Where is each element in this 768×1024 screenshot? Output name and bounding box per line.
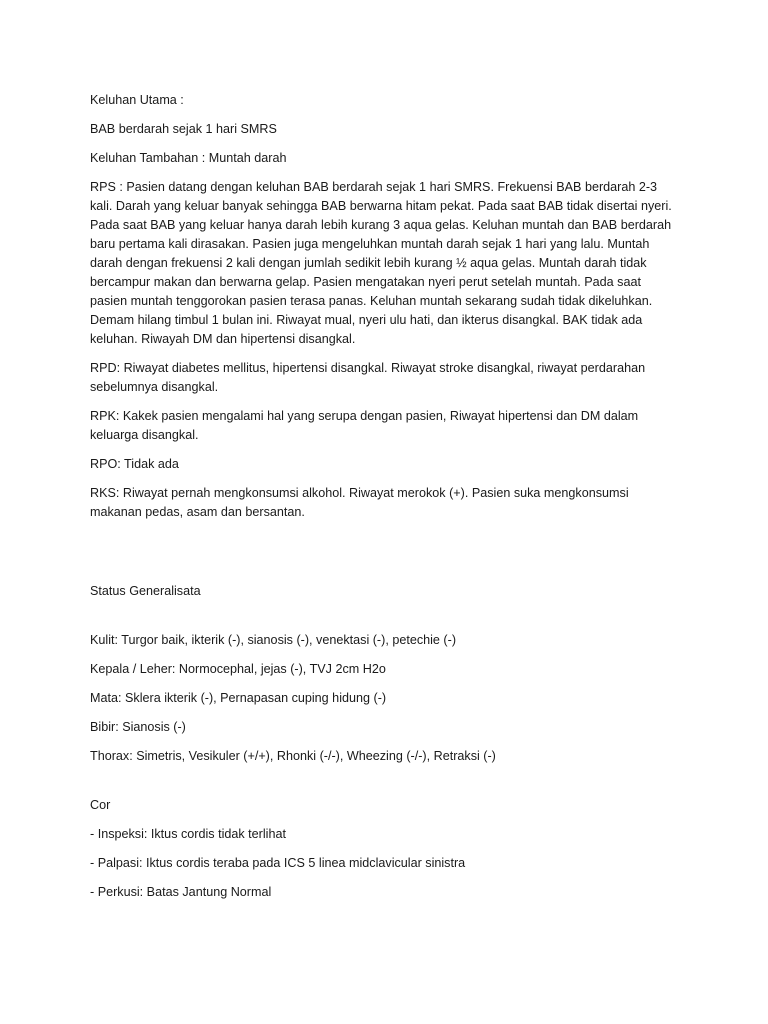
- status-bibir: Bibir: Sianosis (-): [90, 720, 186, 734]
- rpk-paragraph: RPK: Kakek pasien mengalami hal yang serupa dengan pasien, Riwayat hipertensi dan DM dalam keluarga disangkal.: [90, 409, 639, 442]
- rpo-paragraph: RPO: Tidak ada: [90, 457, 179, 471]
- status-thorax: Thorax: Simetris, Vesikuler (+/+), Rhonki (-/-), Wheezing (-/-), Retraksi (-): [90, 749, 496, 763]
- cor-palpasi: - Palpasi: Iktus cordis teraba pada ICS 5 linea midclavicular sinistra: [90, 856, 466, 870]
- status-kepala-leher: Kepala / Leher: Normocephal, jejas (-), TVJ 2cm H2o: [90, 662, 386, 676]
- keluhan-tambahan-text: Keluhan Tambahan : Muntah darah: [90, 151, 287, 165]
- document-body: [90, 91, 680, 912]
- spacer: [90, 532, 680, 582]
- status-mata: Mata: Sklera ikterik (-), Pernapasan cuping hidung (-): [90, 691, 387, 705]
- status-generalisata-heading: Status Generalisata: [90, 584, 201, 598]
- rps-paragraph: RPS : Pasien datang dengan keluhan BAB berdarah sejak 1 hari SMRS. Frekuensi BAB berdarah 2-3 kali. Darah yang keluar banyak sehingga BAB berwarna hitam pekat. Pada saat BAB tidak disertai nyeri. Pada saat BAB yang keluar hanya darah lebih kurang 3 aqua gelas. Keluhan muntah dan BAB berdarah baru pertama kali dirasakan. Pasien juga mengeluhkan muntah darah sejak 1 hari yang lalu. Muntah darah dengan frekuensi 2 kali dengan jumlah sedikit lebih kurang ½ aqua gelas. Muntah darah tidak bercampur makan dan berwarna gelap. Pasien mengatakan nyeri perut setelah muntah. Pada saat pasien muntah tenggorokan pasien terasa panas. Keluhan muntah sekarang sudah tidak dikeluhkan. Demam hilang timbul 1 bulan ini. Riwayat mual, nyeri ulu hati, dan ikterus disangkal. BAK tidak ada keluhan. Riwayah DM dan hipertensi disangkal.: [90, 180, 672, 346]
- spacer: [90, 611, 680, 631]
- cor-perkusi: - Perkusi: Batas Jantung Normal: [90, 885, 272, 899]
- cor-inspeksi: - Inspeksi: Iktus cordis tidak terlihat: [90, 827, 286, 841]
- status-kulit: Kulit: Turgor baik, ikterik (-), sianosis (-), venektasi (-), petechie (-): [90, 633, 457, 647]
- cor-heading: Cor: [90, 798, 111, 812]
- rks-paragraph: RKS: Riwayat pernah mengkonsumsi alkohol. Riwayat merokok (+). Pasien suka mengkonsumsi makanan pedas, asam dan bersantan.: [90, 486, 629, 519]
- spacer: [90, 776, 680, 796]
- keluhan-utama-text: BAB berdarah sejak 1 hari SMRS: [90, 122, 277, 136]
- keluhan-utama-label: Keluhan Utama :: [90, 93, 184, 107]
- rpd-paragraph: RPD: Riwayat diabetes mellitus, hipertensi disangkal. Riwayat stroke disangkal, riwayat perdarahan sebelumnya disangkal.: [90, 361, 646, 394]
